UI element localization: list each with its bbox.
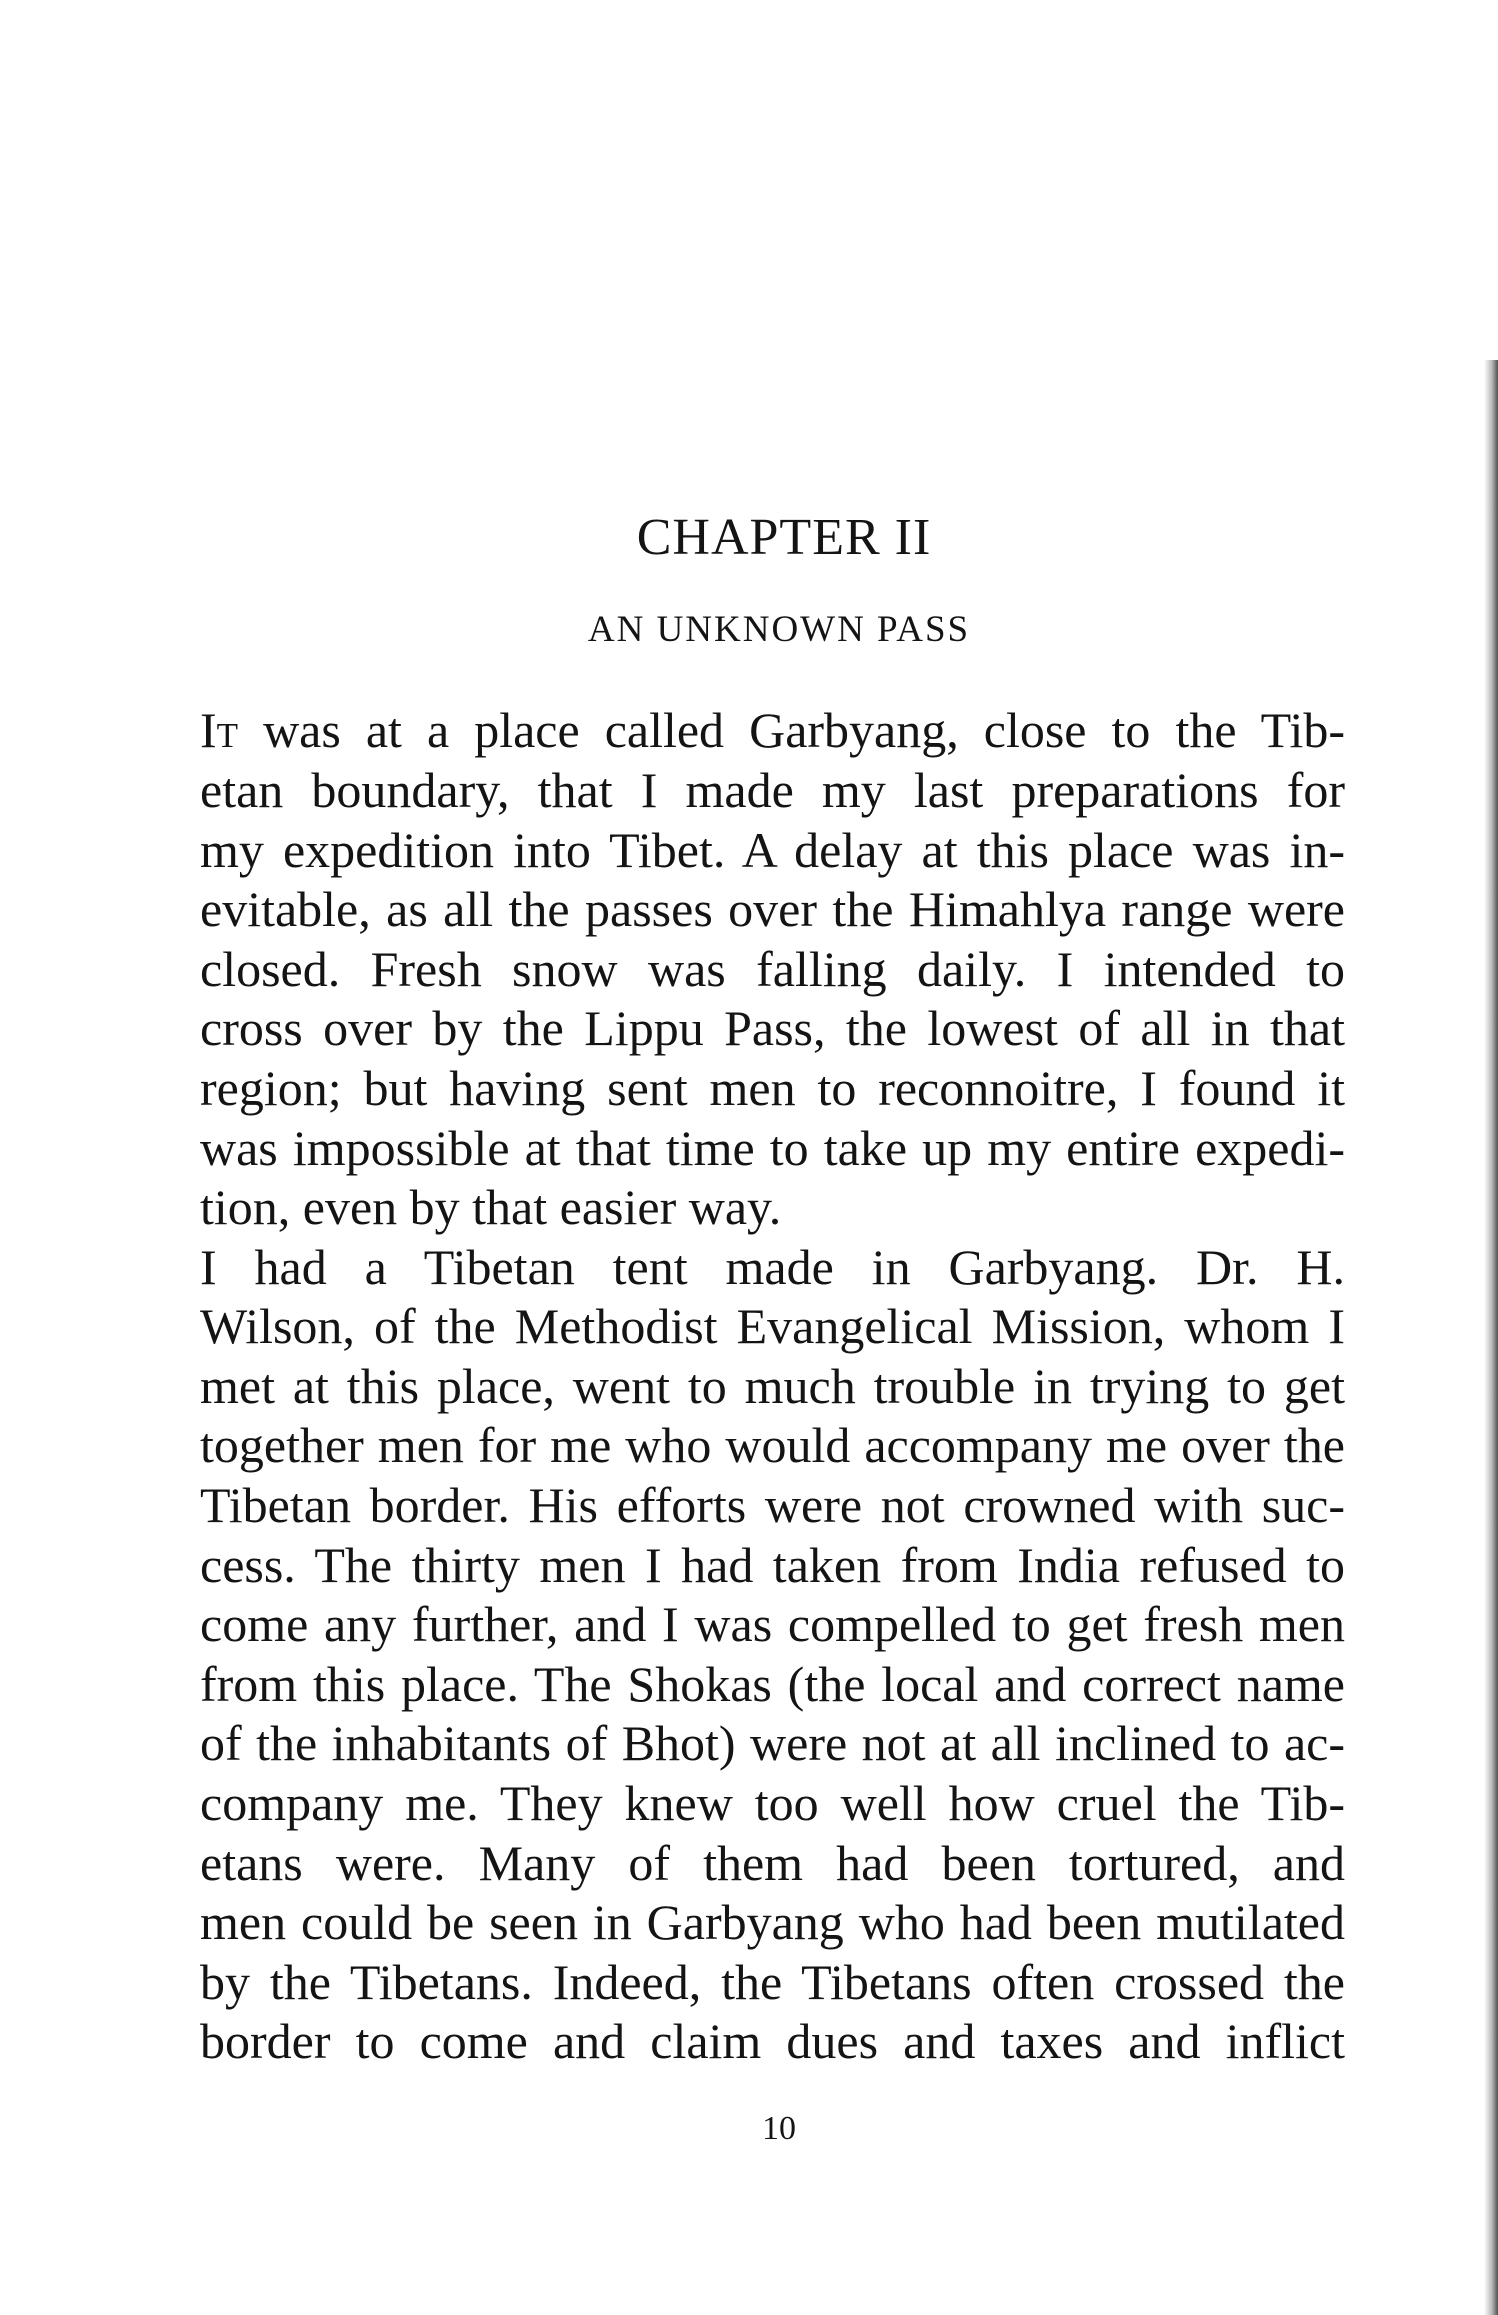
text-line-16: come any further, and I was compelled to get fresh men	[200, 1596, 1345, 1652]
text-line-6: cross over by the Lippu Pass, the lowest of all in that	[200, 1000, 1345, 1056]
text-line-19: company me. They knew too well how cruel the Tib-	[200, 1775, 1345, 1831]
text-line-15: cess. The thirty men I had taken from India refused to	[200, 1537, 1345, 1593]
drop-lead-word: It	[200, 702, 239, 758]
text-line-22: by the Tibetans. Indeed, the Tibetans often crossed the	[200, 1954, 1345, 2010]
text-line-1: It was at a place called Garbyang, close to the Tib-	[200, 702, 1345, 758]
chapter-subtitle: AN UNKNOWN PASS	[587, 609, 971, 650]
chapter-title: CHAPTER II	[636, 509, 932, 566]
text-line-2: etan boundary, that I made my last preparations for	[200, 762, 1345, 818]
text-line-18: of the inhabitants of Bhot) were not at all inclined to ac-	[200, 1715, 1345, 1771]
text-line-13: together men for me who would accompany me over the	[200, 1417, 1345, 1473]
text-line-8: was impossible at that time to take up my entire expedi-	[200, 1120, 1345, 1176]
text-line-21: men could be seen in Garbyang who had been mutilated	[200, 1894, 1345, 1950]
text-line-14: Tibetan border. His efforts were not crowned with suc-	[200, 1477, 1345, 1533]
page-number: 10	[762, 2110, 796, 2147]
text-line-7: region; but having sent men to reconnoitre, I found it	[200, 1060, 1345, 1116]
text-line-3: my expedition into Tibet. A delay at this place was in-	[200, 822, 1345, 878]
text-line-20: etans were. Many of them had been tortured, and	[200, 1835, 1345, 1891]
text-line-4: evitable, as all the passes over the Himahlya range were	[200, 881, 1345, 937]
page-binding-shadow	[1484, 360, 1498, 2315]
text-line-10: I had a Tibetan tent made in Garbyang. Dr. H.	[200, 1239, 1345, 1295]
text-line-5: closed. Fresh snow was falling daily. I intended to	[200, 941, 1345, 997]
text-line-23: border to come and claim dues and taxes and inflict	[200, 2013, 1345, 2069]
text-line-12: met at this place, went to much trouble in trying to get	[200, 1358, 1345, 1414]
text-line-17: from this place. The Shokas (the local and correct name	[200, 1656, 1345, 1712]
text-line-11: Wilson, of the Methodist Evangelical Mission, whom I	[200, 1298, 1345, 1354]
text-line-9: tion, even by that easier way.	[200, 1179, 782, 1235]
